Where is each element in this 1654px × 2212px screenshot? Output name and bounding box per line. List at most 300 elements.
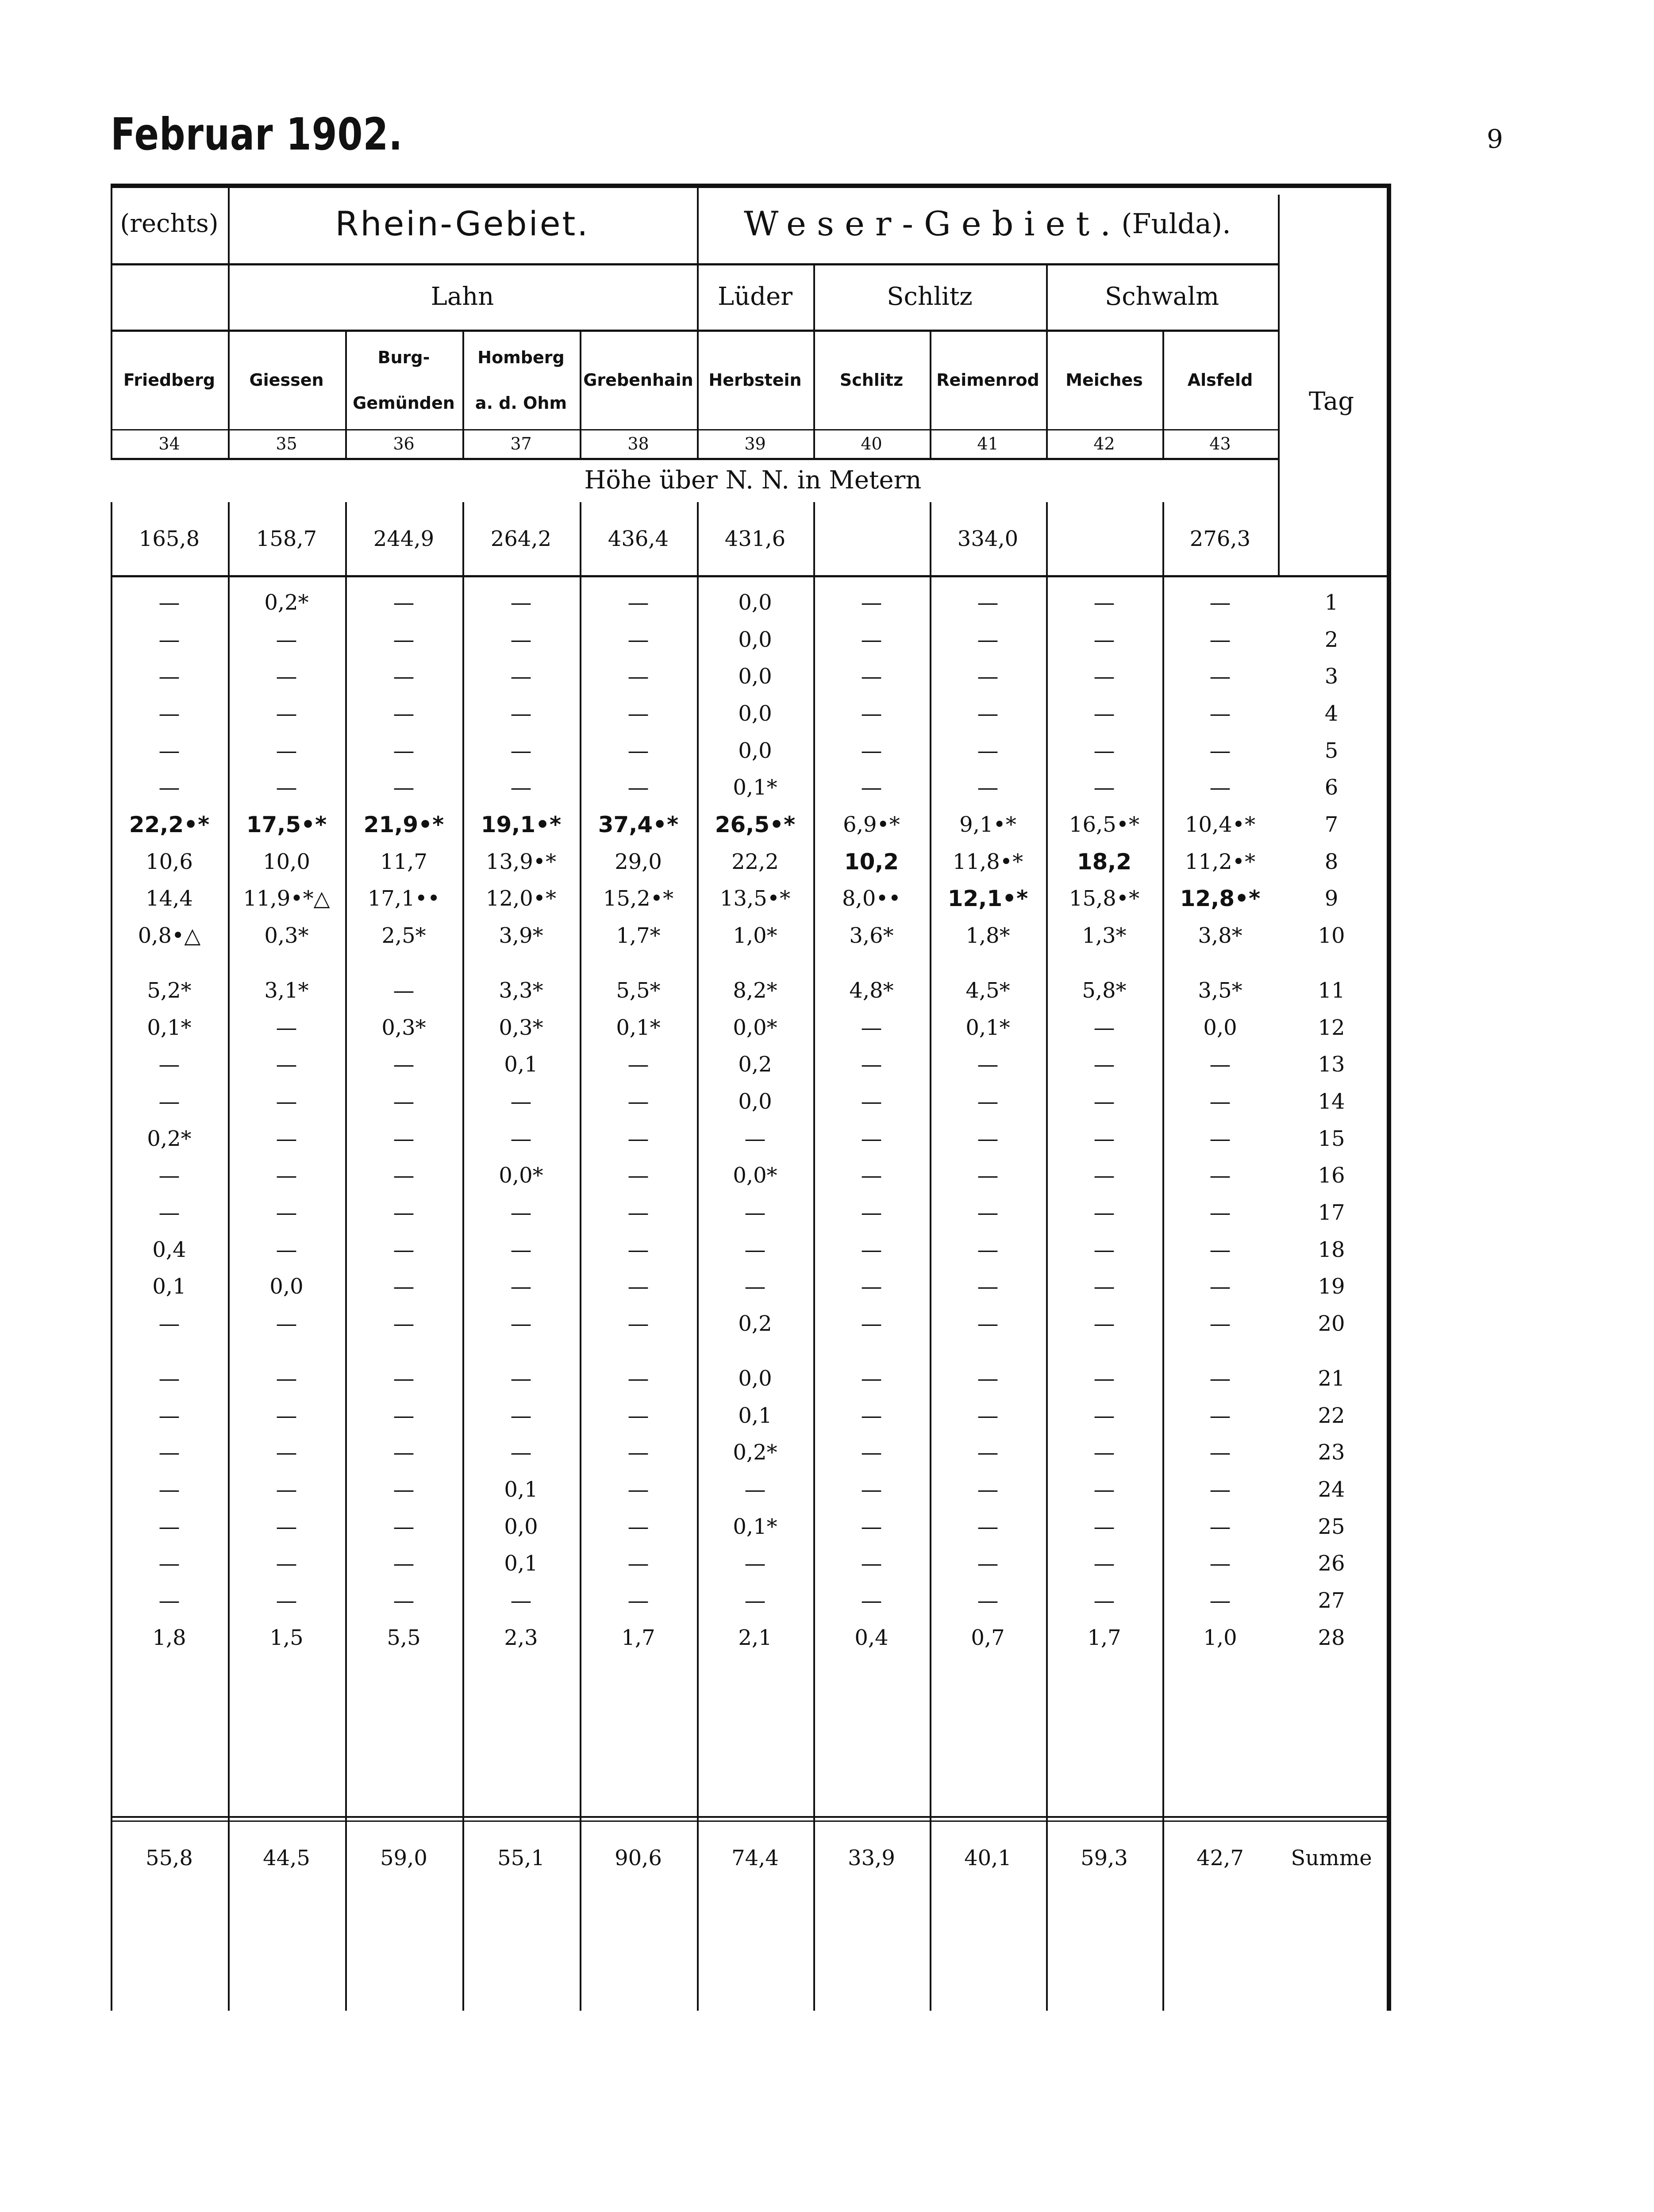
data-cell: 29,0	[615, 849, 662, 874]
data-cell: —	[627, 1588, 649, 1613]
data-cell: —	[861, 1237, 882, 1262]
data-cell: —	[276, 1163, 297, 1188]
data-cell: —	[627, 1052, 649, 1077]
data-cell: 3,1*	[264, 978, 309, 1003]
data-cell: 0,2*	[147, 1126, 192, 1151]
data-cell: —	[158, 1089, 180, 1114]
data-cell: —	[276, 664, 297, 689]
data-cell: —	[1093, 1311, 1115, 1336]
data-cell: 0,0	[1203, 1015, 1237, 1040]
data-cell: —	[627, 1440, 649, 1465]
data-cell: 3,9*	[499, 923, 543, 949]
day-number: 9	[1324, 886, 1339, 911]
station-number: 35	[276, 434, 297, 453]
data-cell: —	[158, 1366, 180, 1391]
data-cell: —	[393, 1163, 415, 1188]
data-cell: 1,8*	[965, 923, 1010, 949]
data-cell: —	[627, 1274, 649, 1299]
sum-cell: 44,5	[263, 1846, 310, 1870]
station-height: 436,4	[608, 526, 669, 551]
data-cell: —	[393, 1514, 415, 1539]
data-cell: —	[1093, 701, 1115, 726]
data-cell: —	[276, 1200, 297, 1225]
data-cell: —	[1209, 775, 1231, 800]
data-cell: —	[977, 1477, 999, 1502]
data-cell: —	[627, 1237, 649, 1262]
data-cell: 0,2	[738, 1311, 772, 1336]
day-number: 27	[1318, 1588, 1345, 1613]
data-cell: 3,3*	[499, 978, 543, 1003]
data-cell: —	[510, 1403, 532, 1428]
data-cell: —	[393, 701, 415, 726]
data-cell: 0,8•△	[138, 923, 201, 949]
data-cell: 12,1•*	[947, 886, 1028, 912]
data-cell: 5,5	[387, 1625, 421, 1650]
station-number: 36	[393, 434, 415, 453]
data-cell: —	[627, 1311, 649, 1336]
data-cell: 10,0	[263, 849, 310, 874]
data-cell: —	[861, 627, 882, 652]
station-name-part: Herbstein	[708, 370, 802, 390]
data-cell: —	[510, 1126, 532, 1151]
data-cell: —	[861, 738, 882, 763]
data-cell: 10,6	[146, 849, 193, 874]
data-cell: 0,7	[971, 1625, 1005, 1650]
data-cell: 22,2•*	[129, 812, 210, 838]
data-cell: 3,8*	[1198, 923, 1242, 949]
data-cell: 2,1	[738, 1625, 772, 1650]
data-cell: —	[1093, 1551, 1115, 1576]
data-cell: —	[977, 590, 999, 615]
data-cell: —	[1209, 627, 1231, 652]
data-cell: —	[393, 1440, 415, 1465]
column-rule	[697, 184, 699, 458]
data-cell: —	[744, 1551, 766, 1576]
data-cell: —	[861, 1514, 882, 1539]
data-cell: —	[276, 1551, 297, 1576]
station-height: 431,6	[724, 526, 786, 551]
column-rule	[345, 330, 347, 458]
data-cell: —	[861, 1588, 882, 1613]
header-rhein-gebiet: Rhein-Gebiet.	[335, 204, 590, 243]
data-cell: —	[627, 738, 649, 763]
data-cell: —	[627, 664, 649, 689]
data-cell: 6,9•*	[843, 812, 900, 837]
data-cell: —	[393, 1366, 415, 1391]
data-cell: —	[1209, 1052, 1231, 1077]
data-cell: 1,5	[269, 1625, 304, 1650]
data-cell: —	[977, 701, 999, 726]
data-cell: —	[744, 1200, 766, 1225]
station-number: 34	[158, 434, 180, 453]
data-cell: —	[744, 1274, 766, 1299]
data-cell: 0,1	[738, 1403, 772, 1428]
data-cell: —	[393, 1588, 415, 1613]
day-number: 2	[1324, 627, 1339, 652]
station-name	[111, 332, 228, 429]
data-cell: —	[627, 627, 649, 652]
data-cell: 0,1*	[733, 1514, 777, 1539]
data-cell: —	[510, 590, 532, 615]
data-cell: —	[393, 1126, 415, 1151]
data-cell: —	[977, 738, 999, 763]
data-cell: 4,5*	[965, 978, 1010, 1003]
data-cell: —	[276, 701, 297, 726]
data-cell: —	[393, 627, 415, 652]
data-cell: 21,9•*	[363, 812, 444, 838]
station-name-part: Alsfeld	[1187, 370, 1253, 390]
data-cell: 5,2*	[147, 978, 192, 1003]
data-cell: 1,7	[621, 1625, 655, 1650]
day-number: 10	[1318, 923, 1345, 949]
data-cell: —	[1093, 1514, 1115, 1539]
data-cell: —	[977, 775, 999, 800]
station-name-part: Friedberg	[123, 370, 215, 390]
data-cell: —	[510, 738, 532, 763]
data-cell: —	[393, 1477, 415, 1502]
data-cell: —	[1209, 1274, 1231, 1299]
data-cell: —	[627, 701, 649, 726]
day-number: 18	[1318, 1237, 1345, 1262]
data-cell: —	[393, 738, 415, 763]
data-cell: —	[1093, 664, 1115, 689]
group-lahn: Lahn	[431, 282, 494, 311]
data-cell: —	[1209, 1200, 1231, 1225]
data-cell: —	[1209, 701, 1231, 726]
data-cell: 4,8*	[849, 978, 894, 1003]
data-cell: —	[977, 1237, 999, 1262]
page-number: 9	[1487, 124, 1503, 154]
data-cell: 17,5•*	[246, 812, 327, 838]
data-cell: —	[861, 1015, 882, 1040]
station-number: 40	[861, 434, 882, 453]
data-cell: —	[393, 1237, 415, 1262]
data-cell: —	[861, 1126, 882, 1151]
data-cell: —	[276, 1477, 297, 1502]
data-cell: 9,1•*	[959, 812, 1016, 837]
data-cell: —	[1093, 1440, 1115, 1465]
data-cell: —	[977, 1311, 999, 1336]
data-cell: 12,8•*	[1180, 886, 1261, 912]
data-cell: —	[158, 1052, 180, 1077]
data-cell: —	[977, 1089, 999, 1114]
data-cell: 0,0	[269, 1274, 304, 1299]
data-cell: 0,0*	[733, 1163, 777, 1188]
right-border	[1387, 184, 1391, 2011]
data-cell: —	[1093, 590, 1115, 615]
data-cell: —	[861, 1052, 882, 1077]
column-rule	[580, 330, 581, 458]
data-cell: —	[977, 1514, 999, 1539]
data-cell: 0,2	[738, 1052, 772, 1077]
data-cell: —	[861, 590, 882, 615]
data-cell: —	[393, 1200, 415, 1225]
day-number: 12	[1318, 1015, 1345, 1040]
data-cell: —	[393, 775, 415, 800]
data-cell: —	[977, 1200, 999, 1225]
station-number: 41	[977, 434, 999, 453]
station-name	[345, 332, 462, 429]
data-cell: —	[1093, 738, 1115, 763]
data-cell: 16,5•*	[1069, 812, 1140, 837]
data-cell: 0,1	[504, 1052, 538, 1077]
data-cell: —	[1209, 1311, 1231, 1336]
data-cell: —	[276, 738, 297, 763]
data-cell: —	[158, 1514, 180, 1539]
station-number: 37	[510, 434, 532, 453]
data-cell: 10,2	[844, 849, 899, 875]
data-cell: —	[276, 1588, 297, 1613]
data-cell: 11,7	[380, 849, 427, 874]
data-cell: —	[1093, 1052, 1115, 1077]
data-cell: —	[627, 1403, 649, 1428]
data-cell: —	[393, 1403, 415, 1428]
data-cell: —	[861, 1089, 882, 1114]
data-cell: —	[977, 1163, 999, 1188]
day-number: 19	[1318, 1274, 1345, 1299]
data-cell: 1,0	[1203, 1625, 1237, 1650]
data-cell: 0,3*	[381, 1015, 426, 1040]
data-cell: —	[977, 1440, 999, 1465]
data-cell: 26,5•*	[715, 812, 796, 838]
data-cell: 0,1*	[616, 1015, 661, 1040]
sum-cell: 90,6	[615, 1846, 662, 1870]
day-number: 17	[1318, 1200, 1345, 1225]
data-cell: —	[276, 1403, 297, 1428]
sum-cell: 33,9	[848, 1846, 895, 1870]
station-height: 264,2	[490, 526, 552, 551]
station-name-part: Grebenhain	[583, 370, 693, 390]
data-cell: —	[1093, 1237, 1115, 1262]
data-cell: —	[1093, 1588, 1115, 1613]
station-name-part: Meiches	[1065, 370, 1143, 390]
data-cell: —	[1209, 1403, 1231, 1428]
data-cell: 17,1••	[367, 886, 440, 911]
data-cell: —	[393, 590, 415, 615]
data-cell: 0,2*	[264, 590, 309, 615]
station-name-part: Reimenrod	[936, 370, 1039, 390]
group-schlitz: Schlitz	[887, 282, 973, 311]
column-rule	[1162, 330, 1164, 458]
data-cell: —	[1093, 1089, 1115, 1114]
column-rule	[462, 330, 464, 458]
data-cell: 0,0	[738, 627, 772, 652]
data-cell: —	[977, 1126, 999, 1151]
data-cell: 15,2•*	[603, 886, 674, 911]
data-cell: —	[158, 1163, 180, 1188]
sum-label: Summe	[1291, 1846, 1372, 1870]
data-cell: —	[977, 664, 999, 689]
station-name-part: Schlitz	[839, 370, 904, 390]
day-number: 28	[1318, 1625, 1345, 1650]
day-number: 21	[1318, 1366, 1345, 1391]
data-cell: —	[861, 1311, 882, 1336]
data-cell: —	[158, 738, 180, 763]
data-cell: —	[861, 775, 882, 800]
data-cell: 1,0*	[733, 923, 777, 949]
data-cell: 3,6*	[849, 923, 894, 949]
data-cell: —	[158, 775, 180, 800]
station-name	[462, 332, 580, 429]
data-cell: —	[861, 701, 882, 726]
data-cell: —	[1209, 1126, 1231, 1151]
station-name-part: Giessen	[249, 370, 324, 390]
data-cell: —	[158, 1200, 180, 1225]
day-number: 7	[1324, 812, 1339, 837]
column-rule	[930, 330, 931, 458]
data-cell: 0,1	[504, 1551, 538, 1576]
data-cell: —	[1093, 627, 1115, 652]
data-cell: 2,5*	[381, 923, 426, 949]
station-name	[1046, 332, 1162, 429]
data-cell: —	[1209, 1163, 1231, 1188]
data-cell: —	[1093, 1274, 1115, 1299]
data-cell: 1,3*	[1082, 923, 1127, 949]
data-cell: —	[1209, 1366, 1231, 1391]
height-row-rule	[111, 575, 1389, 577]
data-cell: —	[1093, 1163, 1115, 1188]
data-cell: —	[158, 590, 180, 615]
data-cell: —	[276, 1366, 297, 1391]
data-cell: —	[276, 1514, 297, 1539]
station-name-part: Homberg	[477, 348, 565, 368]
data-cell: 22,2	[731, 849, 779, 874]
header-weser-gebiet	[697, 195, 1278, 252]
day-number: 13	[1318, 1052, 1345, 1077]
data-cell: —	[977, 1588, 999, 1613]
data-cell: —	[1209, 1237, 1231, 1262]
data-cell: 2,3	[504, 1625, 538, 1650]
sum-cell: 40,1	[964, 1846, 1012, 1870]
data-cell: —	[510, 1200, 532, 1225]
data-cell: 0,0*	[733, 1015, 777, 1040]
data-cell: 11,8•*	[952, 849, 1023, 874]
day-number: 1	[1324, 590, 1339, 615]
day-number: 24	[1318, 1477, 1345, 1502]
column-rule	[228, 184, 230, 458]
data-cell: —	[393, 978, 415, 1003]
sum-cell: 59,3	[1081, 1846, 1128, 1870]
data-cell: —	[1093, 1477, 1115, 1502]
header-tag: Tag	[1308, 387, 1354, 416]
data-cell: 18,2	[1077, 849, 1132, 875]
data-cell: —	[627, 1514, 649, 1539]
data-cell: —	[977, 1366, 999, 1391]
data-cell: —	[393, 1551, 415, 1576]
data-cell: 11,2•*	[1185, 849, 1256, 874]
left-border-top	[111, 184, 112, 458]
data-cell: 0,4	[854, 1625, 889, 1650]
data-cell: —	[276, 1052, 297, 1077]
data-cell: —	[1093, 1403, 1115, 1428]
data-cell: 1,8	[152, 1625, 186, 1650]
data-cell: —	[393, 1274, 415, 1299]
day-number: 23	[1318, 1440, 1345, 1465]
data-cell: 1,7	[1087, 1625, 1121, 1650]
data-cell: —	[393, 1052, 415, 1077]
data-cell: —	[861, 1477, 882, 1502]
data-cell: —	[393, 1311, 415, 1336]
data-cell: —	[276, 1015, 297, 1040]
station-height: 244,9	[373, 526, 435, 551]
data-cell: —	[977, 1551, 999, 1576]
data-cell: —	[744, 1237, 766, 1262]
data-cell: 8,0••	[842, 886, 901, 911]
data-cell: 8,2*	[733, 978, 777, 1003]
data-cell: 0,3*	[499, 1015, 543, 1040]
hoehe-label: Höhe über N. N. in Metern	[584, 465, 922, 495]
data-cell: —	[627, 1163, 649, 1188]
data-cell: —	[744, 1477, 766, 1502]
data-cell: —	[510, 1089, 532, 1114]
data-cell: —	[744, 1588, 766, 1613]
fulda-label: (Fulda).	[1121, 207, 1231, 240]
data-cell: —	[1209, 1551, 1231, 1576]
sum-cell: 59,0	[380, 1846, 427, 1870]
data-cell: —	[158, 1403, 180, 1428]
weser-label: Weser-Gebiet.	[744, 204, 1122, 243]
day-number: 16	[1318, 1163, 1345, 1188]
data-cell: —	[158, 1311, 180, 1336]
data-cell: —	[627, 1200, 649, 1225]
data-cell: —	[1093, 1015, 1115, 1040]
data-cell: 0,1	[152, 1274, 186, 1299]
station-number: 39	[744, 434, 766, 453]
day-number: 22	[1318, 1403, 1345, 1428]
data-cell: 0,1*	[733, 775, 777, 800]
data-cell: —	[861, 1274, 882, 1299]
data-cell: —	[158, 627, 180, 652]
data-cell: 1,7*	[616, 923, 661, 949]
data-cell: 0,4	[152, 1237, 186, 1262]
day-number: 11	[1318, 978, 1345, 1003]
station-number: 43	[1209, 434, 1231, 453]
data-cell: —	[158, 701, 180, 726]
data-cell: —	[158, 1551, 180, 1576]
data-cell: —	[158, 1477, 180, 1502]
data-cell: —	[1093, 775, 1115, 800]
data-cell: —	[1093, 1126, 1115, 1151]
data-cell: 12,0•*	[485, 886, 557, 911]
station-name	[580, 332, 697, 429]
sum-rule	[111, 1816, 1389, 1818]
data-cell: —	[977, 1274, 999, 1299]
sum-cell: 55,1	[497, 1846, 545, 1870]
data-cell: 0,0	[738, 738, 772, 763]
data-cell: 15,8•*	[1069, 886, 1140, 911]
data-cell: —	[276, 1126, 297, 1151]
data-cell: 0,1*	[147, 1015, 192, 1040]
sum-cell: 74,4	[731, 1846, 779, 1870]
data-cell: 0,0	[504, 1514, 538, 1539]
data-cell: 19,1•*	[481, 812, 562, 838]
data-cell: 14,4	[146, 886, 193, 911]
data-cell: —	[861, 664, 882, 689]
data-cell: —	[158, 664, 180, 689]
data-cell: —	[1093, 1366, 1115, 1391]
data-cell: —	[276, 1311, 297, 1336]
data-cell: —	[158, 1588, 180, 1613]
data-cell: —	[510, 1274, 532, 1299]
data-cell: —	[861, 1551, 882, 1576]
data-cell: —	[1209, 664, 1231, 689]
data-cell: —	[276, 1089, 297, 1114]
day-number: 14	[1318, 1089, 1345, 1114]
data-cell: 0,3*	[264, 923, 309, 949]
station-height: 276,3	[1189, 526, 1251, 551]
data-cell: —	[1209, 1514, 1231, 1539]
data-cell: —	[627, 1126, 649, 1151]
